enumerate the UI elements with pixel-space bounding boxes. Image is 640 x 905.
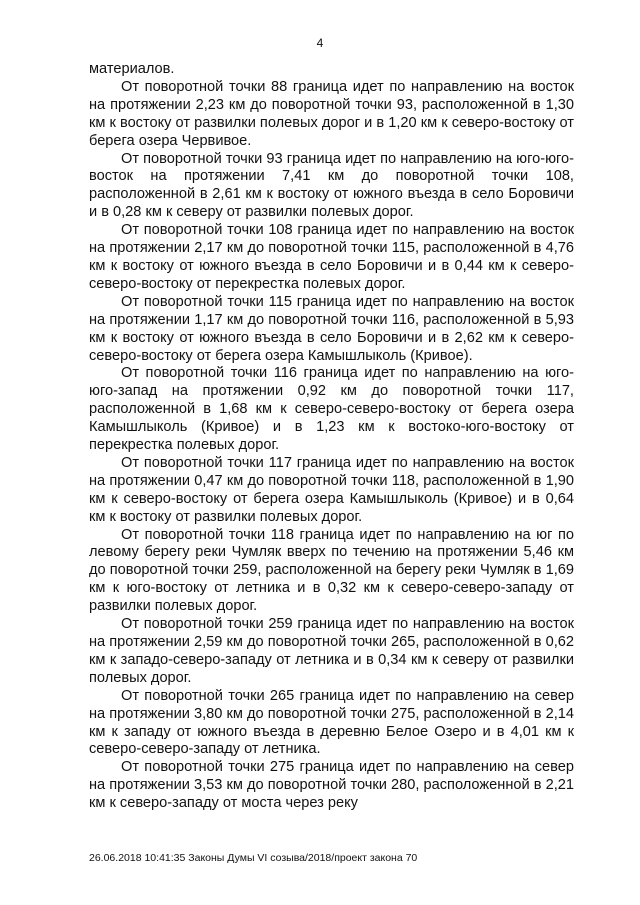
paragraph: От поворотной точки 93 граница идет по направлению на юго-юго-восток на протяжении 7,41 км до поворотной точки 108, расположенной в 2,61 км к востоку от южного въезда в село Боровичи и в 0,28 км к северу от развилки полевых дорог. — [89, 150, 574, 221]
paragraph: От поворотной точки 108 граница идет по направлению на восток на протяжении 2,17 км до поворотной точки 115, расположенной в 4,76 км к востоку от южного въезда в село Боровичи и в 0,44 км к северо-северо-востоку от перекрестка полевых дорог. — [89, 222, 574, 292]
paragraph: От поворотной точки 115 граница идет по направлению на восток на протяжении 1,17 км до поворотной точки 116, расположенной в 5,93 км к востоку от южного въезда в село Боровичи и в 2,62 км к северо-северо-востоку от берега озера Камышлыколь (Кривое). — [89, 293, 574, 364]
paragraph: От поворотной точки 117 граница идет по направлению на восток на протяжении 0,47 км до поворотной точки 118, расположенной в 1,90 км к северо-востоку от берега озера Камышлыколь (Кривое) и в 0,64 км к востоку от развилки полевых дорог. — [89, 454, 574, 525]
paragraph: От поворотной точки 275 граница идет по направлению на север на протяжении 3,53 км до поворотной точки 280, расположенной в 2,21 км к северо-западу от моста через реку — [89, 759, 574, 812]
page-number: 4 — [316, 36, 324, 50]
paragraph: От поворотной точки 88 граница идет по направлению на восток на протяжении 2,23 км до поворотной точки 93, расположенной в 1,30 км к востоку от развилки полевых дорог и в 1,20 км к северо-востоку от берега озера Червивое. — [89, 78, 574, 149]
footer-doc-stamp: 26.06.2018 10:41:35 Законы Думы VI созыва/2018/проект закона 70 — [89, 852, 418, 864]
paragraph: От поворотной точки 259 граница идет по направлению на восток на протяжении 2,59 км до поворотной точки 265, расположенной в 0,62 км к западо-северо-западу от летника и в 0,34 км к северу от развилки полевых дорог. — [89, 616, 574, 686]
paragraph-continuation: материалов. — [89, 61, 175, 77]
paragraph: От поворотной точки 265 граница идет по направлению на север на протяжении 3,80 км до поворотной точки 275, расположенной в 2,14 км к западу от южного въезда в деревню Белое Озеро и в 4,01 км к северо-северо-западу от летника. — [89, 687, 574, 758]
paragraph: От поворотной точки 116 граница идет по направлению на юго-юго-запад на протяжении 0,92 км до поворотной точки 117, расположенной в 1,68 км к северо-северо-востоку от берега озера Камышлыколь (Кривое) и в 1,23 км к востоко-юго-востоку от перекрестка полевых дорог. — [89, 365, 574, 454]
document-body — [89, 61, 574, 813]
paragraph: От поворотной точки 118 граница идет по направлению на юг по левому берегу реки Чумляк вверх по течению на протяжении 5,46 км до поворотной точки 259, расположенной на берегу реки Чумляк в 1,69 км к юго-востоку от летника и в 0,32 км к северо-северо-западу от развилки полевых дорог. — [89, 526, 574, 615]
